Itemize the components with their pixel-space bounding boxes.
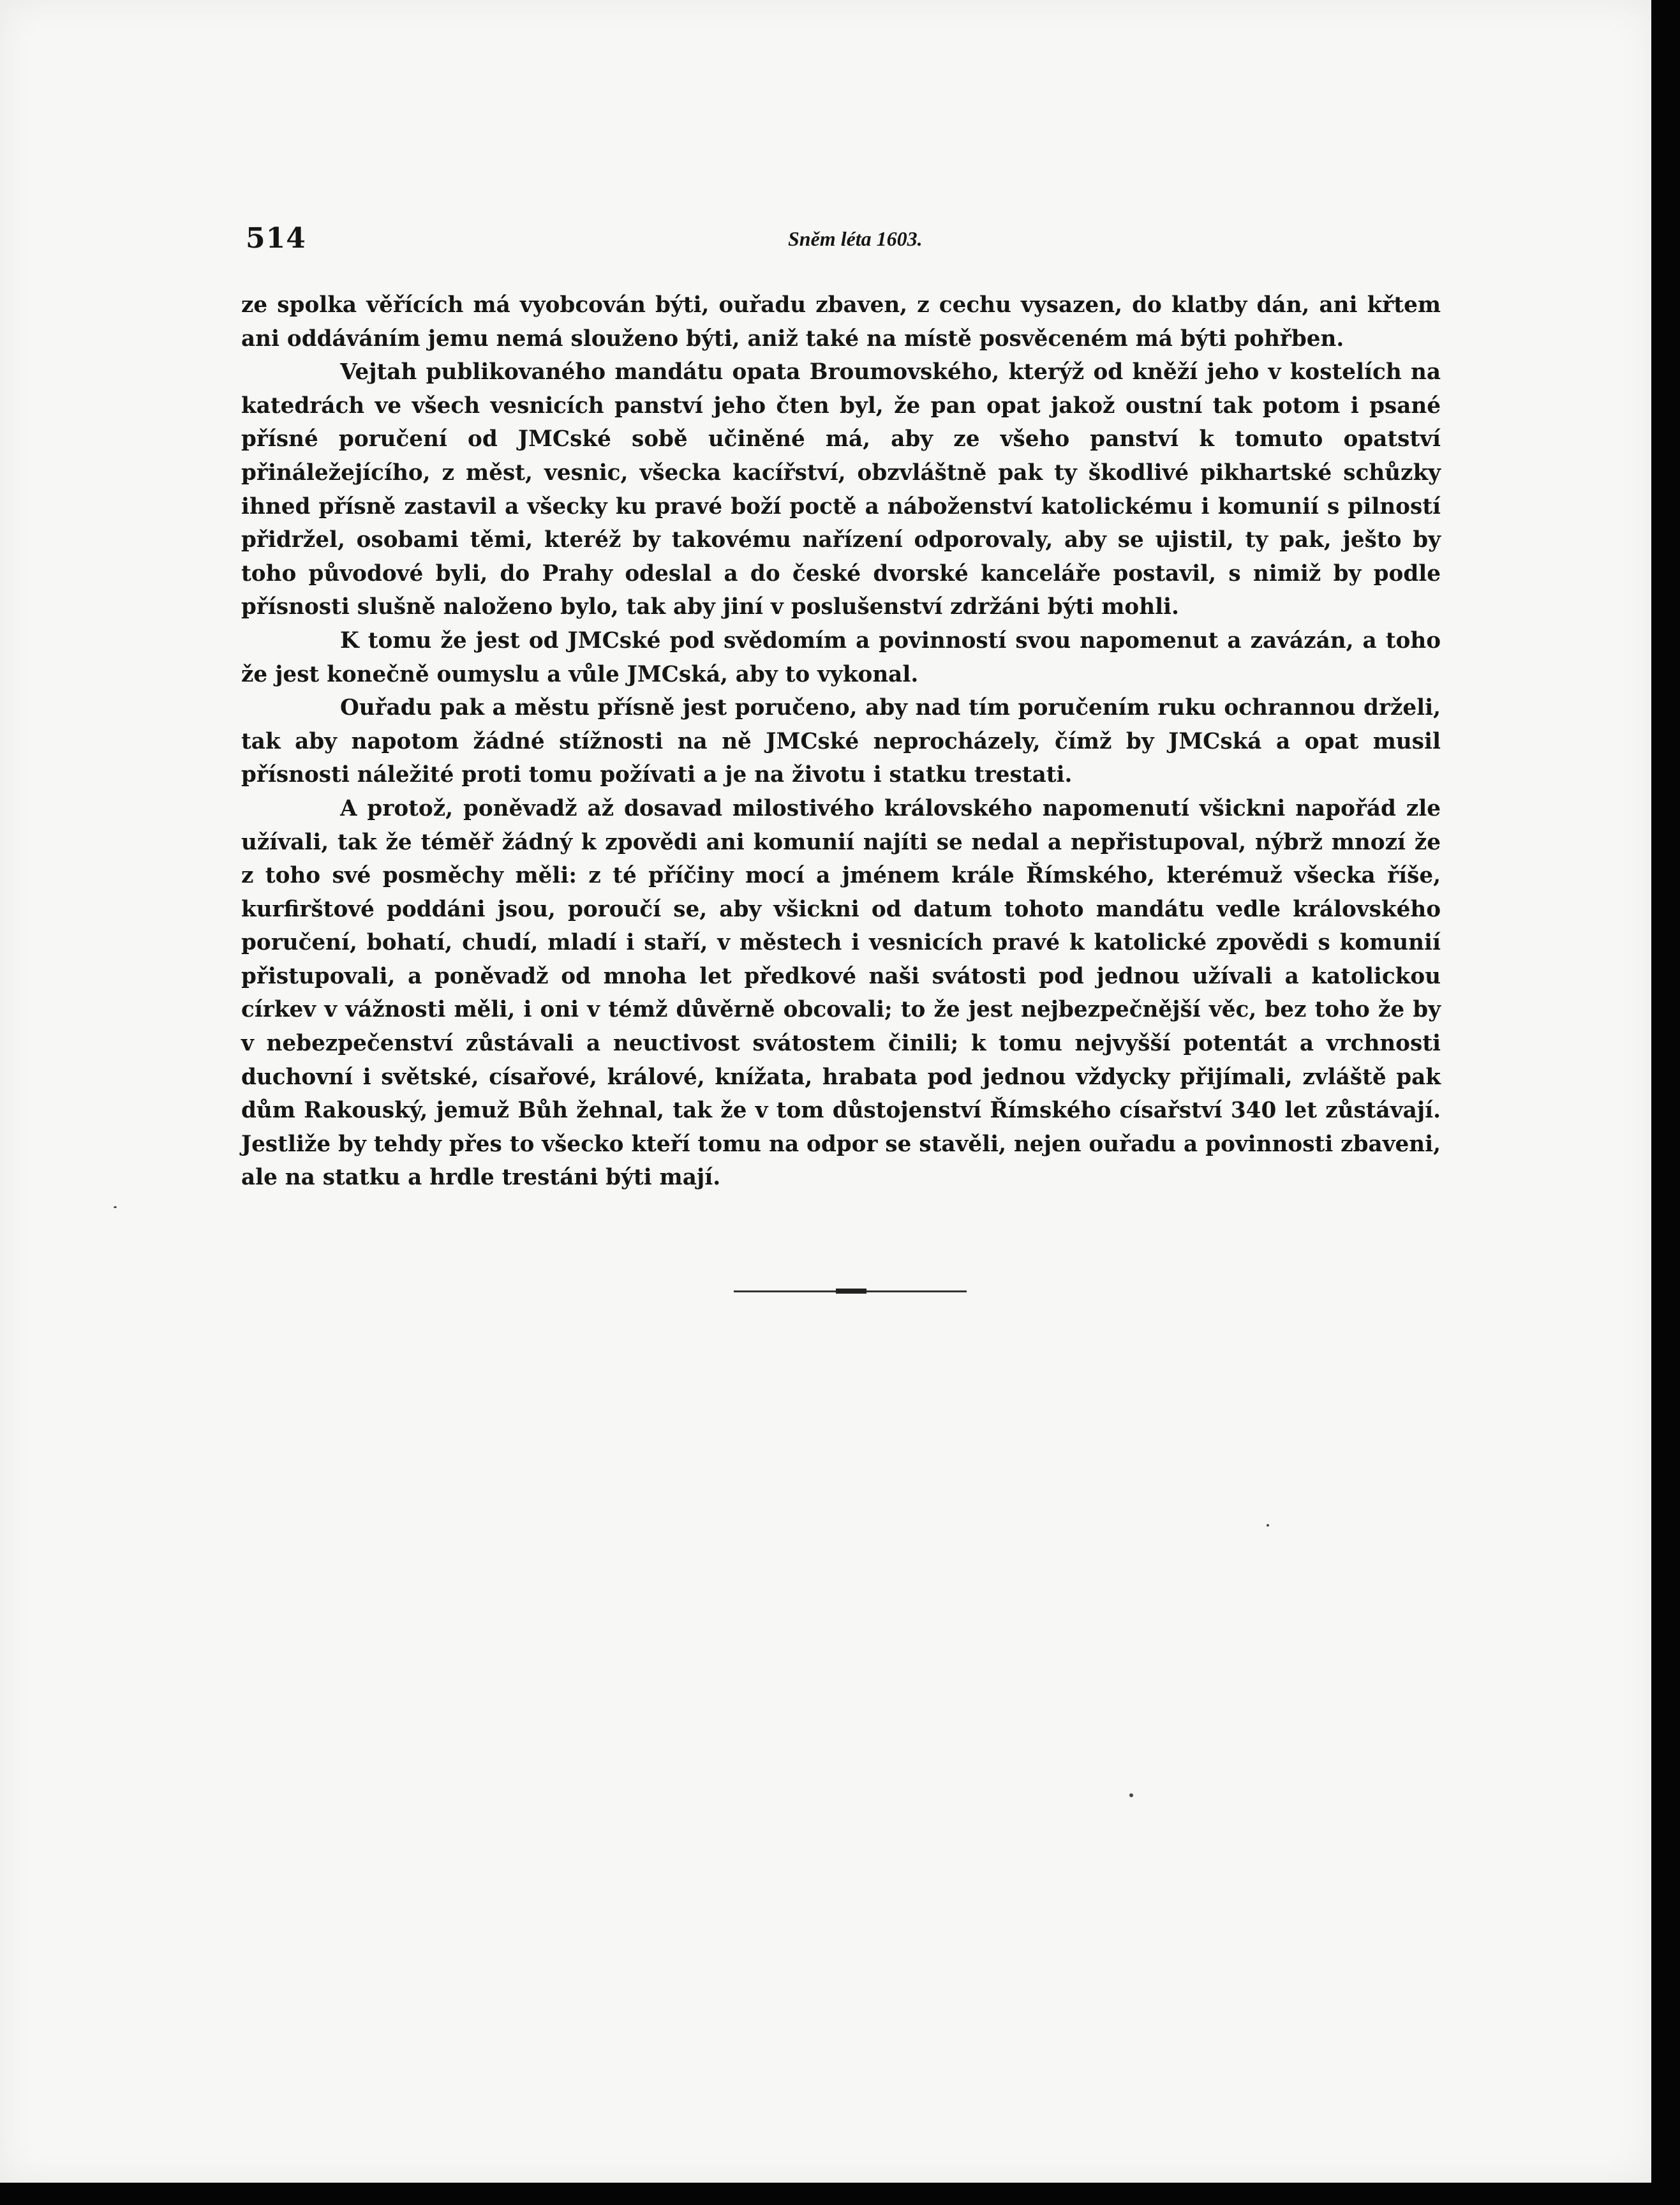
paragraph-4: Ouřadu pak a městu přísně jest poručeno, aby nad tím poručením ruku ochrannou drželi, tak aby napotom žádné stížnosti na ně JMCské neprocházely, čímž by JMCská a opat musil přísnosti náležité proti tomu požívati a je na životu i statku trestati.: [241, 695, 1441, 788]
paragraph-2: Vejtah publikovaného mandátu opata Broumovského, kterýž od kněží jeho v kostelích na katedrách ve všech vesnicích panství jeho čten byl, že pan opat jakož oustní tak potom i psané přísné poručení od JMCské sobě učiněné má, aby ze všeho panství k tomuto opatství přináležejícího, z měst, vesnic, všecka kacířství, obzvláštně pak ty škodlivé pikhartské schůzky ihned přísně zastavil a všecky ku pravé boží poctě a náboženství katolickému i komunií s pilností přidržel, osobami těmi, kteréž by takovému nařízení odporovaly, aby se ujistil, ty pak, ješto by toho původové byli, do Prahy odeslal a do české dvorské kanceláře postavil, s nimiž by podle přísnosti slušně naloženo bylo, tak aby jiní v poslušenství zdržáni býti mohli.: [241, 359, 1441, 620]
scan-border-right: [1651, 0, 1680, 2205]
scan-speck: [1129, 1793, 1133, 1797]
section-end-rule-ornament: [836, 1289, 866, 1294]
scan-speck: [1267, 1524, 1269, 1527]
scan-border-bottom: [0, 2183, 1680, 2205]
running-header: [246, 222, 1439, 260]
body-text: [241, 288, 1441, 1195]
paragraph-1: ze spolka věřících má vyobcován býti, ouřadu zbaven, z cechu vysazen, do klatby dán, ani křtem ani oddáváním jemu nemá slouženo býti, aniž také na místě posvěceném má býti pohřben.: [241, 292, 1441, 352]
running-title: Sněm léta 1603.: [788, 227, 923, 250]
paragraph-3: K tomu že jest od JMCské pod svědomím a povinností svou napomenut a zavázán, a toho že jest konečně oumyslu a vůle JMCská, aby to vykonal.: [241, 627, 1441, 687]
scan-speck: [114, 1206, 117, 1208]
paragraph-5: A protož, poněvadž až dosavad milostivého královského napomenutí všickni napořád zle užívali, tak že téměř žádný k zpovědi ani komunií najíti se nedal a nepřistupoval, nýbrž mnozí že z toho své posměchy měli: z té příčiny mocí a jménem krále Římského, kterémuž všecka říše, kurfirštové poddáni jsou, poroučí se, aby všickni od datum tohoto mandátu vedle královského poručení, bohatí, chudí, mladí i staří, v městech i vesnicích pravé k katolické zpovědi s komunií přistupovali, a poněvadž od mnoha let předkové naši svátosti pod jednou užívali a katolickou církev v vážnosti měli, i oni v témž důvěrně obcovali; to že jest nejbezpečnější věc, bez toho že by v nebezpečenství zůstávali a neuctivost svátostem činili; k tomu nejvyšší potentát a vrchnosti duchovní i světské, císařové, králové, knížata, hrabata pod jednou vždycky přijímali, zvláště pak dům Rakouský, jemuž Bůh žehnal, tak že v tom důstojenství Římského císařství 340 let zůstávají. Jestliže by tehdy přes to všecko kteří tomu na odpor se stavěli, nejen ouřadu a povinnosti zbaveni, ale na statku a hrdle trestáni býti mají.: [241, 795, 1441, 1191]
page-number: 514: [246, 222, 306, 255]
